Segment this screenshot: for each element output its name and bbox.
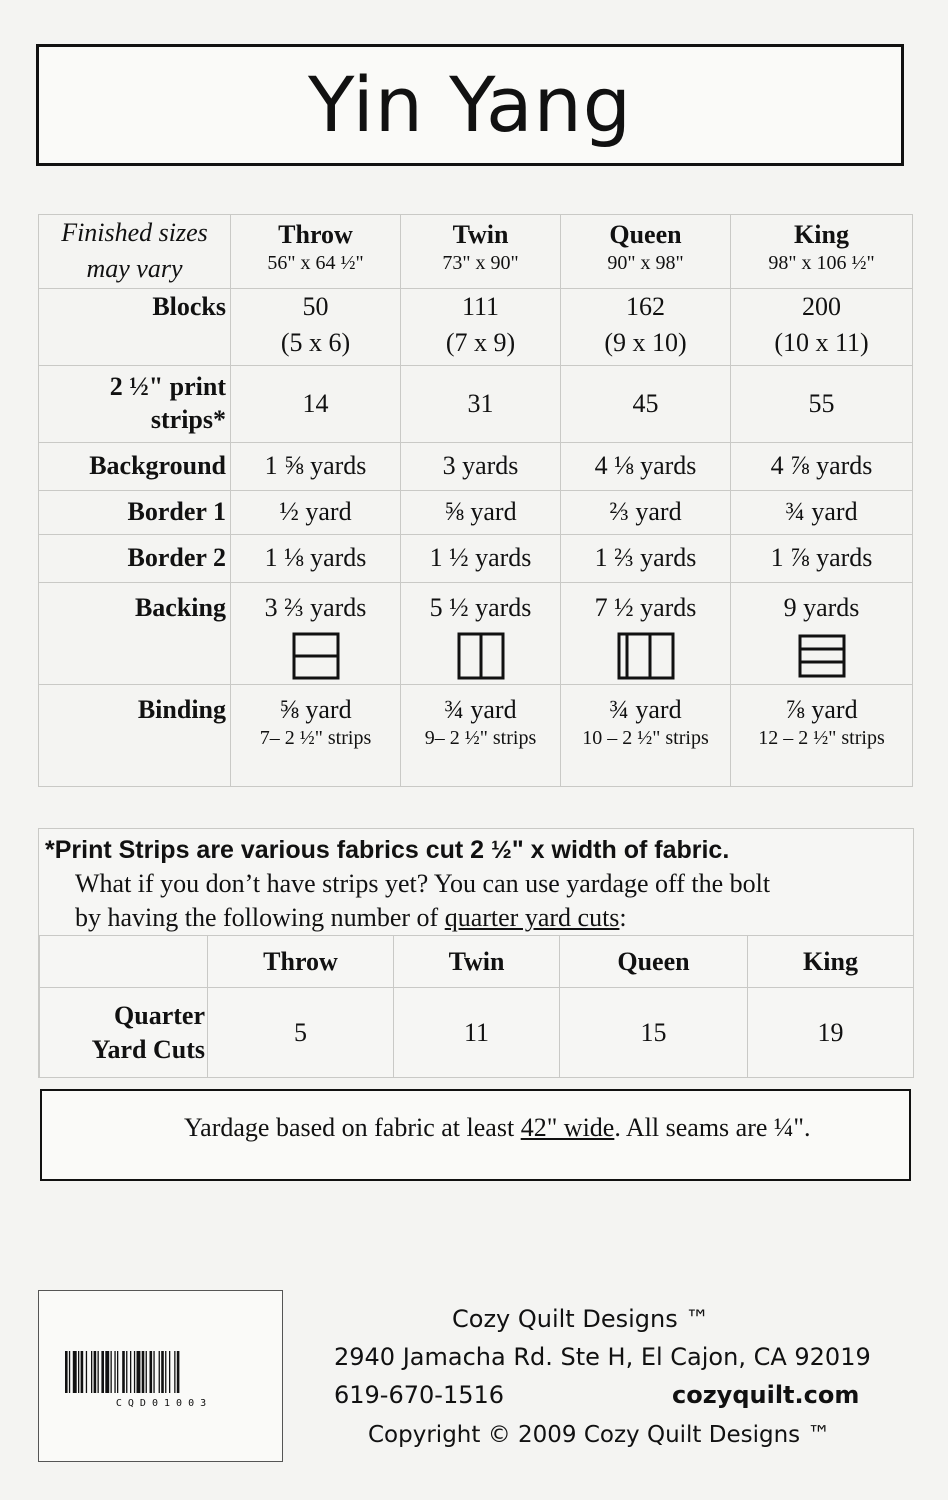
barcode-icon: [61, 1349, 261, 1409]
barcode-bar: [130, 1351, 131, 1393]
yardage-pre: Yardage based on fabric at least: [184, 1113, 521, 1142]
note-line-2: What if you don’t have strips yet? You can use yardage off the bolt: [75, 869, 771, 898]
cell-sub: 12 – 2 ½" strips: [758, 726, 885, 749]
barcode-bar: [159, 1351, 160, 1393]
size-name: Queen: [609, 220, 682, 249]
barcode-label: [38, 1290, 283, 1462]
binding-cell: [401, 684, 561, 786]
cell-value: 3 ⅔ yards: [264, 592, 367, 622]
border2-row: [39, 534, 913, 582]
barcode-bar: [161, 1351, 164, 1393]
backing-3-vertical-icon: [617, 631, 675, 681]
company-phone: 619-670-1516: [334, 1381, 505, 1409]
quarter-header: Throw: [208, 936, 394, 988]
strips-row: [39, 365, 913, 442]
quarter-value: 11: [394, 988, 560, 1078]
border1-cell: ⅔ yard: [561, 490, 731, 534]
cell-sub: 7– 2 ½" strips: [259, 726, 372, 749]
barcode-bar: [105, 1351, 109, 1393]
border1-cell: ¾ yard: [731, 490, 913, 534]
quarter-values-row: [40, 988, 914, 1078]
binding-cell: [561, 684, 731, 786]
strips-cell: 14: [231, 365, 401, 442]
row-label: Binding: [39, 684, 231, 786]
barcode-bar: [177, 1351, 180, 1393]
company-website: cozyquilt.com: [672, 1381, 860, 1409]
row-label: [39, 365, 231, 442]
quarter-value: 19: [748, 988, 914, 1078]
title-box: [36, 44, 904, 166]
yardage-note: [40, 1089, 911, 1181]
company-name: Cozy Quilt Designs ™: [452, 1305, 710, 1333]
cell-sub: 10 – 2 ½" strips: [582, 726, 709, 749]
border2-cell: 1 ⅛ yards: [231, 534, 401, 582]
print-strips-note: [38, 828, 914, 1078]
note-line-3-text: by having the following number of: [75, 903, 445, 932]
backing-2-horizontal-icon: [292, 631, 340, 681]
note-line-3: [45, 901, 907, 935]
binding-cell: [731, 684, 913, 786]
barcode-bar: [146, 1351, 147, 1393]
barcode-bar: [126, 1351, 127, 1393]
quarter-header: Twin: [394, 936, 560, 988]
finished-note-line-2: may vary: [86, 254, 183, 284]
barcode-bar: [65, 1351, 68, 1393]
background-cell: 1 ⅝ yards: [231, 442, 401, 490]
barcode-bar: [111, 1351, 112, 1393]
cell-value: ⅝ yard: [279, 694, 352, 724]
barcode-bar: [91, 1351, 92, 1393]
barcode-bar: [114, 1351, 115, 1393]
note-text: [39, 829, 913, 935]
blocks-row: [39, 288, 913, 365]
size-header-row: [39, 215, 913, 289]
background-row: [39, 442, 913, 490]
page-title: Yin Yang: [307, 60, 633, 149]
cell-value: 162: [626, 291, 665, 321]
barcode-code: C Q D 0 1 0 0 3: [115, 1398, 207, 1409]
binding-cell: [231, 684, 401, 786]
size-header-throw: [231, 215, 401, 289]
row-label: Backing: [39, 582, 231, 684]
blocks-cell: [561, 288, 731, 365]
barcode-bar: [174, 1351, 175, 1393]
blocks-cell: [731, 288, 913, 365]
backing-cell: [561, 582, 731, 684]
yardage-post: . All seams are ¼".: [614, 1113, 811, 1142]
barcode-bar: [73, 1351, 77, 1393]
size-name: Throw: [278, 220, 353, 249]
size-name: King: [794, 220, 849, 249]
border2-cell: 1 ⅞ yards: [731, 534, 913, 582]
row-label-line-1: 2 ½" print: [109, 372, 226, 402]
quarter-label-line-1: Quarter: [114, 1000, 205, 1030]
blocks-cell: [231, 288, 401, 365]
barcode-bar: [86, 1351, 87, 1393]
requirements-table: [38, 214, 913, 787]
cell-value: 9 yards: [783, 592, 860, 622]
blocks-cell: [401, 288, 561, 365]
barcode-bar: [165, 1351, 166, 1393]
barcode-bar: [169, 1351, 170, 1393]
border1-row: [39, 490, 913, 534]
barcode-bar: [81, 1351, 84, 1393]
finished-sizes-note: [39, 215, 231, 289]
barcode-bar: [94, 1351, 97, 1393]
cell-sub: (5 x 6): [280, 328, 351, 358]
company-address: 2940 Jamacha Rd. Ste H, El Cajon, CA 92019: [334, 1343, 871, 1371]
size-name: Twin: [452, 220, 509, 249]
strips-cell: 55: [731, 365, 913, 442]
yardage-width: 42" wide: [520, 1113, 615, 1142]
cell-sub: (10 x 11): [774, 328, 869, 358]
size-dims: 56" x 64 ½": [267, 251, 364, 274]
barcode-bar: [150, 1351, 153, 1393]
quarter-yard-table: [39, 935, 914, 1078]
barcode-bar: [142, 1351, 145, 1393]
cell-value: 50: [302, 291, 329, 321]
cell-value: 7 ½ yards: [594, 592, 697, 622]
border2-cell: 1 ⅔ yards: [561, 534, 731, 582]
background-cell: 3 yards: [401, 442, 561, 490]
row-label-line-2: strips*: [150, 404, 226, 434]
row-label: Border 1: [39, 490, 231, 534]
barcode-bar: [117, 1351, 118, 1393]
strips-cell: 31: [401, 365, 561, 442]
finished-note-line-1: Finished sizes: [61, 218, 208, 247]
size-header-king: [731, 215, 913, 289]
backing-row: [39, 582, 913, 684]
cell-value: 200: [802, 291, 841, 321]
cell-sub: 9– 2 ½" strips: [424, 726, 537, 749]
backing-3-horizontal-icon: [798, 631, 846, 681]
backing-2-vertical-icon: [457, 631, 505, 681]
cell-value: ¾ yard: [444, 694, 517, 724]
barcode-bar: [137, 1351, 141, 1393]
quarter-label-line-2: Yard Cuts: [91, 1034, 205, 1064]
border1-cell: ⅝ yard: [401, 490, 561, 534]
border1-cell: ½ yard: [231, 490, 401, 534]
quarter-yard-cuts-text: quarter yard cuts: [444, 903, 620, 932]
quarter-value: 15: [560, 988, 748, 1078]
quarter-value: 5: [208, 988, 394, 1078]
quarter-header-row: [40, 936, 914, 988]
barcode-bar: [69, 1351, 70, 1393]
note-bold-line: *Print Strips are various fabrics cut 2 ½" x width of fabric.: [45, 836, 730, 864]
background-cell: 4 ⅛ yards: [561, 442, 731, 490]
barcode-bar: [98, 1351, 99, 1393]
quarter-header: Queen: [560, 936, 748, 988]
size-dims: 90" x 98": [607, 251, 684, 274]
cell-value: ¾ yard: [609, 694, 682, 724]
size-header-twin: [401, 215, 561, 289]
border2-cell: 1 ½ yards: [401, 534, 561, 582]
quarter-row-label: [40, 988, 208, 1078]
size-dims: 73" x 90": [442, 251, 519, 274]
empty-cell: [40, 936, 208, 988]
size-header-queen: [561, 215, 731, 289]
yardage-text: [184, 1113, 811, 1143]
cell-value: 5 ½ yards: [429, 592, 532, 622]
note-line-3-end: :: [619, 903, 627, 932]
background-cell: 4 ⅞ yards: [731, 442, 913, 490]
cell-sub: (9 x 10): [604, 328, 687, 358]
row-label: Blocks: [39, 288, 231, 365]
barcode-bar: [134, 1351, 135, 1393]
row-label: Border 2: [39, 534, 231, 582]
copyright: Copyright © 2009 Cozy Quilt Designs ™: [368, 1422, 831, 1448]
row-label: Background: [39, 442, 231, 490]
strips-cell: 45: [561, 365, 731, 442]
cell-value: 111: [461, 291, 500, 321]
backing-cell: [401, 582, 561, 684]
quarter-header: King: [748, 936, 914, 988]
barcode-bar: [153, 1351, 154, 1393]
barcode-bar: [101, 1351, 104, 1393]
cell-value: ⅞ yard: [785, 694, 858, 724]
binding-row: [39, 684, 913, 786]
cell-sub: (7 x 9): [445, 328, 516, 358]
barcode-bar: [122, 1351, 125, 1393]
backing-cell: [731, 582, 913, 684]
size-dims: 98" x 106 ½": [768, 251, 875, 274]
barcode-bar: [78, 1351, 79, 1393]
backing-cell: [231, 582, 401, 684]
